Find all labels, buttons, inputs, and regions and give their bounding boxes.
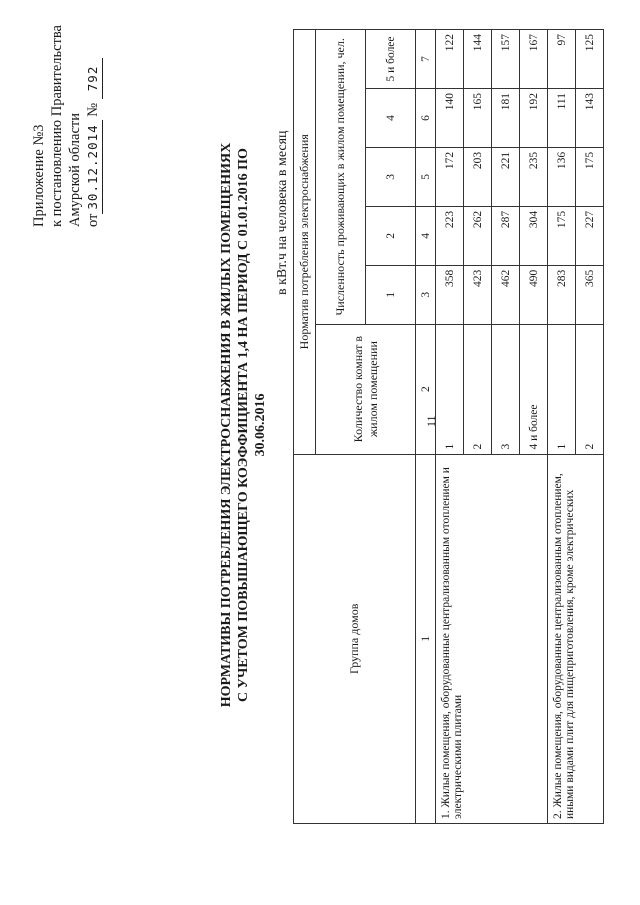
- value-cell: 462: [492, 265, 520, 324]
- col-number: 4: [416, 206, 436, 265]
- rooms-cell: 4 и более: [520, 324, 548, 454]
- unit-label: в кВт.ч на человека в месяц: [275, 130, 290, 295]
- value-cell: 221: [492, 147, 520, 206]
- appendix-title: Приложение №3: [31, 124, 47, 227]
- date-prefix: от: [85, 213, 101, 227]
- rooms-cell: 2: [576, 324, 604, 454]
- header-rooms: Количество комнат в жилом помещении: [316, 324, 416, 454]
- appendix-region: Амурской области: [67, 113, 83, 227]
- header-norm: Норматив потребления электроснабжения: [294, 30, 316, 455]
- value-cell: 262: [464, 206, 492, 265]
- document-title: [218, 125, 269, 725]
- value-cell: 175: [548, 206, 576, 265]
- handwritten-date: 30.12.2014: [84, 120, 103, 213]
- value-cell: 490: [520, 265, 548, 324]
- header-residents: Численность проживающих в жилом помещении, чел.: [316, 30, 366, 325]
- appendix-decree: к постановлению Правительства: [49, 25, 65, 227]
- residents-1: 1: [366, 265, 416, 324]
- value-cell: 111: [548, 89, 576, 148]
- value-cell: 144: [464, 30, 492, 89]
- rooms-cell: 3: [492, 324, 520, 454]
- value-cell: 365: [576, 265, 604, 324]
- title-line-2: С УЧЕТОМ ПОВЫШАЮЩЕГО КОЭФФИЦИЕНТА 1,4 НА ПЕРИОД С 01.01.2016 ПО 30.06.2016: [236, 148, 268, 702]
- column-numbers-row: [416, 30, 436, 824]
- value-cell: 423: [464, 265, 492, 324]
- number-prefix: №: [85, 102, 101, 117]
- value-cell: 172: [436, 147, 464, 206]
- value-cell: 175: [576, 147, 604, 206]
- rooms-cell: 1: [548, 324, 576, 454]
- value-cell: 167: [520, 30, 548, 89]
- value-cell: 203: [464, 147, 492, 206]
- value-cell: 143: [576, 89, 604, 148]
- col-number: 1: [416, 454, 436, 823]
- value-cell: 235: [520, 147, 548, 206]
- value-cell: 157: [492, 30, 520, 89]
- value-cell: 181: [492, 89, 520, 148]
- rooms-cell: 2: [464, 324, 492, 454]
- value-cell: 304: [520, 206, 548, 265]
- rooms-cell: 1: [436, 324, 464, 454]
- title-line-1: НОРМАТИВЫ ПОТРЕБЛЕНИЯ ЭЛЕКТРОСНАБЖЕНИЯ В ЖИЛЫХ ПОМЕЩЕНИЯХ: [219, 142, 234, 708]
- page-number: 11: [424, 415, 438, 427]
- value-cell: 287: [492, 206, 520, 265]
- group-1-name: 1. Жилые помещения, оборудованные централизованным отоплением и электрическими плитами: [436, 454, 548, 823]
- table-row: [436, 30, 464, 824]
- value-cell: 165: [464, 89, 492, 148]
- col-number: 2: [416, 324, 436, 454]
- value-cell: 140: [436, 89, 464, 148]
- residents-3: 3: [366, 147, 416, 206]
- value-cell: 223: [436, 206, 464, 265]
- value-cell: 358: [436, 265, 464, 324]
- residents-2: 2: [366, 206, 416, 265]
- col-number: 3: [416, 265, 436, 324]
- residents-5-plus: 5 и более: [366, 30, 416, 89]
- table-row: [548, 30, 576, 824]
- value-cell: 122: [436, 30, 464, 89]
- col-number: 5: [416, 147, 436, 206]
- col-number: 7: [416, 30, 436, 89]
- handwritten-number: 792: [84, 58, 103, 100]
- appendix-block: [30, 17, 103, 227]
- value-cell: 283: [548, 265, 576, 324]
- value-cell: 227: [576, 206, 604, 265]
- header-group: Группа домов: [294, 454, 416, 823]
- value-cell: 192: [520, 89, 548, 148]
- value-cell: 136: [548, 147, 576, 206]
- norms-table: [293, 29, 604, 824]
- appendix-date-line: [84, 17, 103, 227]
- group-2-name: 2. Жилые помещения, оборудованные централизованным отоплением, иными видами плит для пищеприготовления, кроме электрических: [548, 454, 604, 823]
- residents-4: 4: [366, 89, 416, 148]
- value-cell: 125: [576, 30, 604, 89]
- col-number: 6: [416, 89, 436, 148]
- value-cell: 97: [548, 30, 576, 89]
